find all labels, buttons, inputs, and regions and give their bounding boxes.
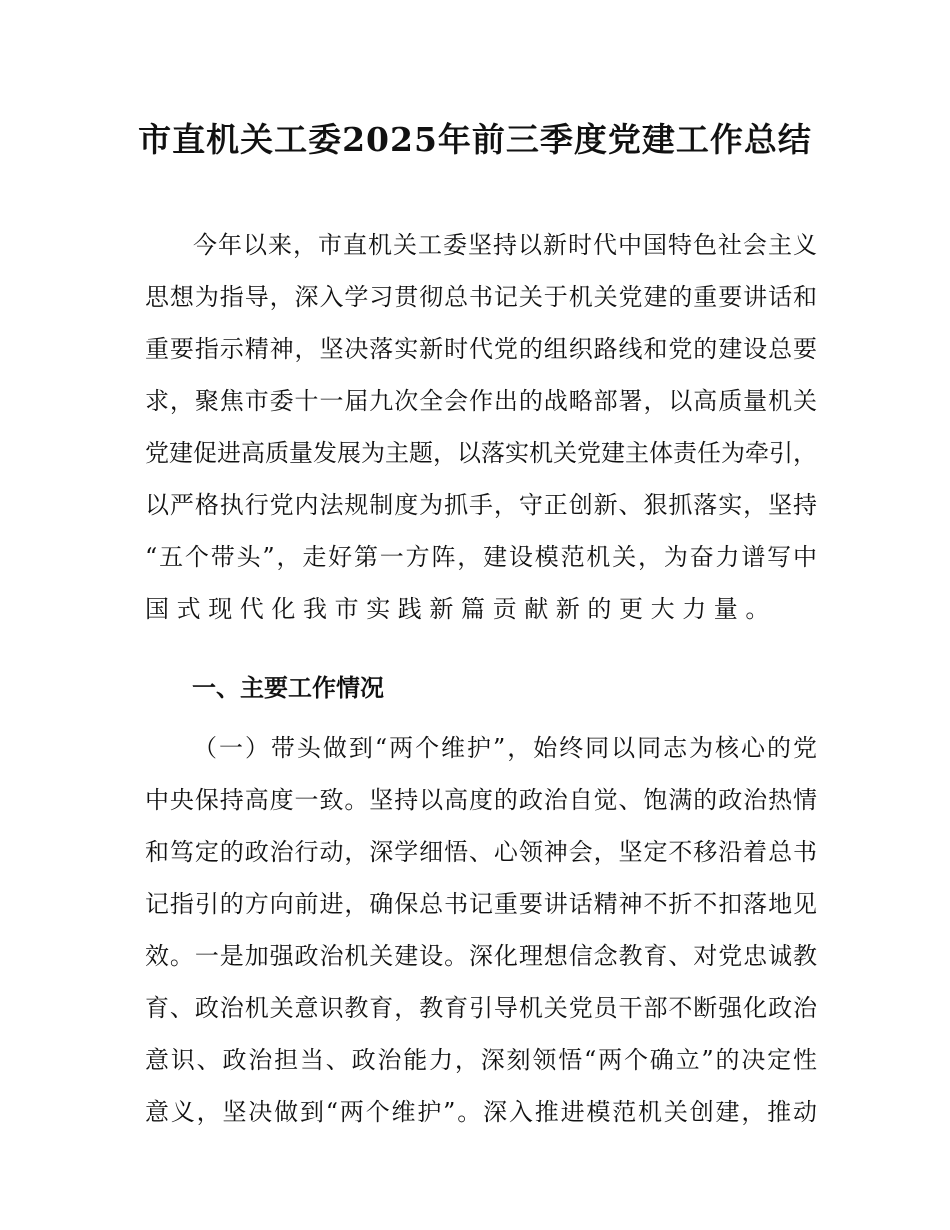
text-line: 和笃定的政治行动，深学细悟、心领神会，坚定不移沿着总书: [145, 838, 817, 866]
text-line: （一）带头做到“两个维护”，始终同以同志为核心的党: [193, 734, 817, 762]
text-line: 思想为指导，深入学习贯彻总书记关于机关党建的重要讲话和: [145, 283, 817, 311]
text-line: 求，聚焦市委十一届九次全会作出的战略部署，以高质量机关: [145, 387, 817, 415]
intro-paragraph: [145, 219, 817, 635]
text-line: 党建促进高质量发展为主题，以落实机关党建主体责任为牵引，: [145, 439, 817, 467]
text-line: 以严格执行党内法规制度为抓手，守正创新、狠抓落实，坚持: [145, 491, 817, 519]
text-line: 今年以来，市直机关工委坚持以新时代中国特色社会主义: [193, 231, 817, 259]
text-line: 意识、政治担当、政治能力，深刻领悟“两个确立”的决定性: [145, 1046, 817, 1074]
text-line: “五个带头”，走好第一方阵，建设模范机关，为奋力谱写中: [145, 543, 817, 571]
text-line: 记指引的方向前进，确保总书记重要讲话精神不折不扣落地见: [145, 890, 817, 918]
document-title: 市直机关工委2025年前三季度党建工作总结: [138, 120, 812, 159]
text-line: 国式现代化我市实践新篇贡献新的更大力量。: [145, 595, 777, 623]
text-line: 效。一是加强政治机关建设。深化理想信念教育、对党忠诚教: [145, 942, 817, 970]
section-heading: 一、主要工作情况: [192, 673, 384, 702]
text-line: 育、政治机关意识教育，教育引导机关党员干部不断强化政治: [145, 994, 817, 1022]
text-line: 中央保持高度一致。坚持以高度的政治自觉、饱满的政治热情: [145, 786, 817, 814]
text-line: 意义，坚决做到“两个维护”。深入推进模范机关创建，推动: [145, 1098, 817, 1126]
section1-paragraph: [145, 722, 817, 1138]
text-line: 重要指示精神，坚决落实新时代党的组织路线和党的建设总要: [145, 335, 817, 363]
